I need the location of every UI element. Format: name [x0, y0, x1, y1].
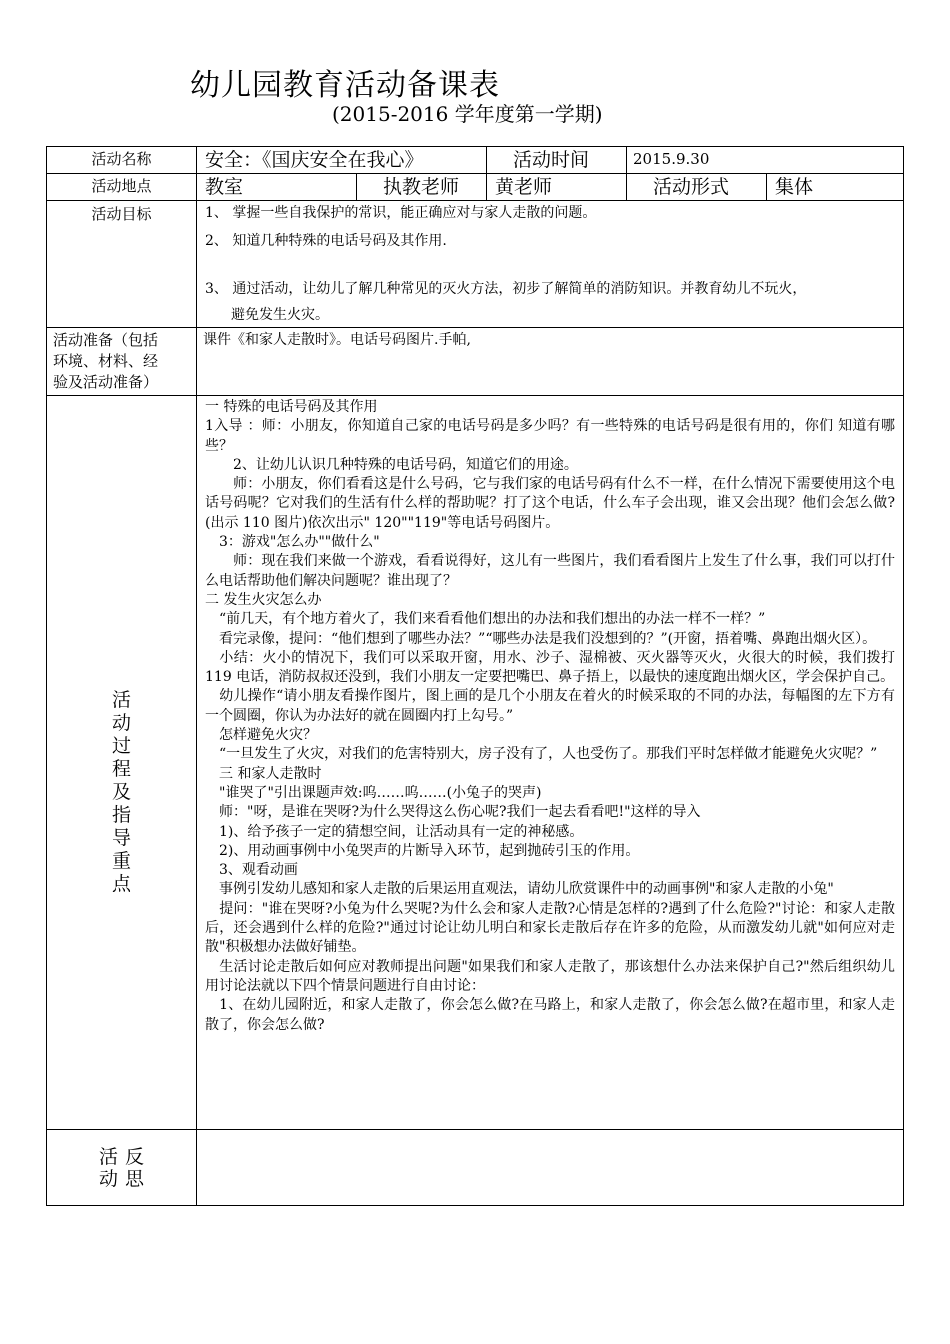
process-line: 事例引发幼儿感知和家人走散的后果运用直观法，请幼儿欣赏课件中的动画事例"和家人走散的小兔"	[205, 881, 834, 898]
activity-place-value: 教室	[197, 174, 357, 201]
process-label-char: 及	[111, 781, 131, 803]
row-process	[47, 396, 904, 1130]
process-line: 看完录像，提问：“他们想到了哪些办法？”“哪些办法是我们没想到的？”(开窗，捂着嘴、鼻跑出烟火区）。	[205, 630, 877, 647]
page-subtitle: (2015-2016 学年度第一学期)	[332, 102, 603, 126]
process-label-char: 活	[111, 689, 131, 711]
goal-item: 3、 通过活动，让幼儿了解几种常见的灭火方法，初步了解简单的消防知识。并教育幼儿不玩火，	[205, 281, 807, 297]
process-line: 一 特殊的电话号码及其作用	[205, 399, 378, 415]
activity-time-value: 2015.9.30	[627, 147, 904, 174]
process-line: 1)、给予孩子一定的猜想空间，让活动具有一定的神秘感。	[205, 823, 584, 840]
goals-label: 活动目标	[47, 201, 197, 328]
process-line: 3、观看动画	[205, 862, 298, 879]
teacher-label: 执教老师	[357, 174, 487, 201]
process-label	[47, 396, 197, 1130]
row-reflection	[47, 1130, 904, 1206]
reflection-label-left: 活动	[98, 1145, 118, 1190]
process-line: 2、让幼儿认识几种特殊的电话号码，知道它们的用途。	[205, 456, 578, 473]
process-line: “前几天，有个地方着火了，我们来看看他们想出的办法和我们想出的办法一样不一样？”	[205, 611, 766, 628]
activity-name-label: 活动名称	[47, 147, 197, 174]
teacher-value: 黄老师	[487, 174, 627, 201]
process-line: 2)、用动画事例中小兔哭声的片断导入环节，起到抛砖引玉的作用。	[205, 842, 640, 859]
preparation-label-line: 环境、材料、经	[53, 352, 159, 370]
process-line: 小结：火小的情况下，我们可以采取开窗，用水、沙子、湿棉被、灭火器等灭火，火很大的时候，我们拨打 119 电话，消防叔叔还没到，我们小朋友一定要把嘴巴、鼻子捂上，以最快的速度跑出烟火区，学会保护自己。	[205, 649, 896, 686]
process-line: “一旦发生了火灾，对我们的危害特别大，房子没有了，人也受伤了。那我们平时怎样做才能避免火灾呢？”	[205, 746, 878, 763]
row-activity-name	[47, 147, 904, 174]
process-label-char: 导	[111, 827, 131, 849]
activity-name-value: 安全：《国庆安全在我心》	[197, 147, 487, 174]
activity-place-label: 活动地点	[47, 174, 197, 201]
process-line: 怎样避免火灾？	[205, 727, 317, 744]
process-line: 提问："谁在哭呀?小兔为什么哭呢?为什么会和家人走散?心情是怎样的?遇到了什么危险?"讨论：和家人走散后，还会遇到什么样的危险?"通过讨论让幼儿明白和家长走散后存在许多的危险，从而激发幼儿就"如何应对走散"积极想办法做好铺垫。	[205, 900, 896, 956]
process-label-char: 程	[111, 758, 131, 780]
process-line: 师：现在我们来做一个游戏，看看说得好，这儿有一些图片，我们看看图片上发生了什么事，我们可以打什么电话帮助他们解决问题呢？谁出现了？	[205, 553, 896, 589]
preparation-label-line: 验及活动准备）	[53, 373, 159, 391]
reflection-value	[197, 1130, 904, 1206]
process-line: 幼儿操作“请小朋友看操作图片，图上画的是几个小朋友在着火的时候采取的不同的办法，每幅图的左下方有一个圆圈，你认为办法好的就在圆圈内打上勾号。”	[205, 688, 896, 724]
reflection-label-right: 反思	[124, 1145, 144, 1190]
row-activity-place	[47, 174, 904, 201]
process-label-char: 指	[111, 804, 131, 826]
goal-item: 2、 知道几种特殊的电话号码及其作用.	[205, 233, 447, 249]
preparation-value: 课件《和家人走散时》。电话号码图片.手帕,	[197, 328, 904, 396]
process-line: 生活讨论走散后如何应对教师提出问题"如果我们和家人走散了，那该想什么办法来保护自己?"然后组织幼儿用讨论法就以下四个情景问题进行自由讨论：	[205, 958, 896, 994]
page-title: 幼儿园教育活动备课表	[190, 68, 500, 103]
process-line: 师："呀，是谁在哭呀?为什么哭得这么伤心呢?我们一起去看看吧!"这样的导入	[205, 804, 701, 821]
goals-content	[197, 201, 904, 328]
goal-item: 1、 掌握一些自我保护的常识，能正确应对与家人走散的问题。	[205, 205, 597, 221]
process-line: 三 和家人走散时	[205, 765, 322, 782]
row-preparation	[47, 328, 904, 396]
activity-time-label: 活动时间	[487, 147, 627, 174]
preparation-label	[47, 328, 197, 396]
activity-form-label: 活动形式	[627, 174, 767, 201]
goal-item: 避免发生火灾。	[231, 307, 329, 323]
process-line: 师：小朋友，你们看看这是什么号码，它与我们家的电话号码有什么不一样，在什么情况下需要使用这个电话号码呢？它对我们的生活有什么样的帮助呢？打了这个电话，什么车子会出现，谁又会出现？他们会怎么做?(出示 110 图片)依次出示" 120""119"等电话号码图片。	[205, 476, 896, 531]
process-line: 二 发生火灾怎么办	[205, 591, 322, 608]
lesson-plan-table	[46, 146, 904, 1206]
reflection-label	[47, 1130, 197, 1206]
activity-form-value: 集体	[767, 174, 904, 201]
process-label-char: 动	[111, 712, 131, 734]
process-label-char: 过	[111, 735, 131, 757]
row-goals	[47, 201, 904, 328]
preparation-label-line: 活动准备（包括	[53, 331, 159, 349]
process-line: 1、在幼儿园附近，和家人走散了，你会怎么做?在马路上，和家人走散了，你会怎么做?在超市里，和家人走散了，你会怎么做?	[205, 997, 896, 1033]
process-label-char: 重	[111, 850, 131, 872]
process-content	[197, 396, 904, 1130]
process-line: "谁哭了"引出课题声效:呜……呜……(小兔子的哭声)	[205, 784, 542, 801]
process-line: 1入导 ：师：小朋友，你知道自己家的电话号码是多少吗？有一些特殊的电话号码是很有用的，你们 知道有哪些？	[205, 418, 896, 454]
process-line: 3：游戏"怎么办""做什么"	[205, 534, 380, 551]
process-label-char: 点	[111, 873, 131, 895]
